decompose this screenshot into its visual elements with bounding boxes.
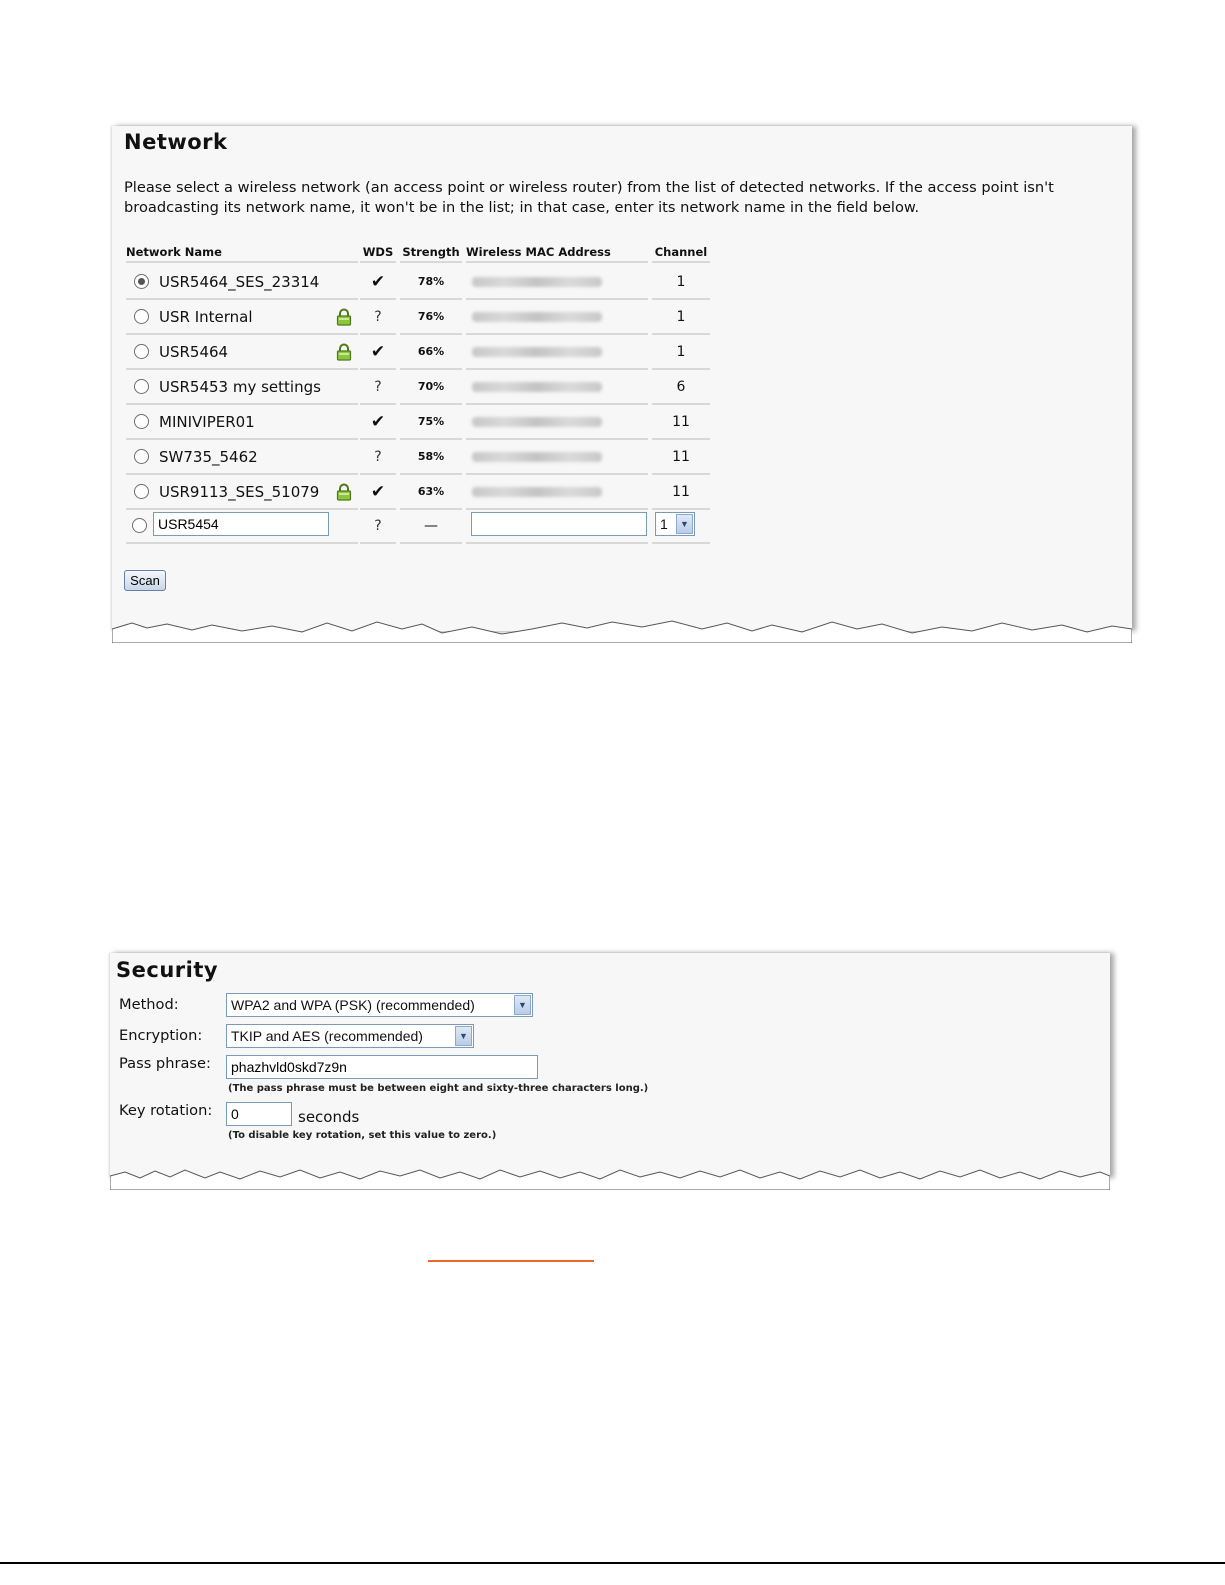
strength-value: 78% [417, 275, 445, 288]
mac-cell [466, 265, 648, 300]
manual-strength-cell [400, 509, 462, 544]
lock-icon [336, 343, 352, 361]
pass-phrase-hint: (The pass phrase must be between eight and sixty-three characters long.) [228, 1083, 649, 1094]
manual-network-name-input[interactable] [153, 512, 329, 536]
network-radio[interactable] [134, 344, 149, 359]
channel-value: 1 [676, 273, 686, 290]
network-name: USR9113_SES_51079 [159, 482, 320, 501]
security-cell [330, 405, 358, 440]
wds-cell [360, 440, 396, 475]
checkmark-icon: ✔ [370, 481, 386, 502]
network-row[interactable] [112, 370, 712, 405]
checkmark-icon: ✔ [370, 271, 386, 292]
network-radio[interactable] [134, 274, 149, 289]
channel-cell [652, 265, 710, 300]
security-panel [110, 953, 1110, 1178]
strength-value: 70% [417, 380, 445, 393]
manual-mac-input[interactable] [471, 512, 647, 536]
network-radio[interactable] [134, 309, 149, 324]
encryption-label: Encryption: [119, 1027, 203, 1044]
manual-wds-value: ? [374, 517, 382, 534]
strength-cell [400, 300, 462, 335]
wds-cell [360, 370, 396, 405]
security-cell [330, 335, 358, 370]
network-row[interactable] [112, 265, 712, 300]
network-radio[interactable] [134, 449, 149, 464]
network-panel [112, 126, 1132, 631]
channel-value: 11 [672, 483, 690, 500]
link-underline[interactable] [428, 1260, 594, 1262]
network-name-cell [126, 370, 344, 405]
mac-cell [466, 440, 648, 475]
col-header-wds: WDS [360, 243, 396, 263]
key-rotation-input[interactable] [226, 1102, 292, 1126]
pass-phrase-input[interactable] [226, 1055, 538, 1079]
pass-phrase-label: Pass phrase: [119, 1055, 211, 1072]
col-header-strength: Strength [400, 243, 462, 263]
mac-address-blurred [472, 277, 602, 287]
page-footer-rule [0, 1562, 1225, 1564]
encryption-select-value: TKIP and AES (recommended) [231, 1028, 423, 1044]
checkmark-icon: ✔ [370, 341, 386, 362]
network-name: USR Internal [159, 307, 253, 326]
channel-value: 1 [676, 343, 686, 360]
network-row[interactable] [112, 300, 712, 335]
network-name-cell [126, 405, 344, 440]
strength-cell [400, 405, 462, 440]
mac-cell [466, 405, 648, 440]
strength-value: 63% [417, 485, 445, 498]
wds-unknown: ? [374, 308, 382, 325]
strength-value: 75% [417, 415, 445, 428]
network-radio[interactable] [134, 414, 149, 429]
network-row[interactable] [112, 440, 712, 475]
network-row[interactable] [112, 405, 712, 440]
security-cell [330, 265, 358, 300]
mac-address-blurred [472, 487, 602, 497]
network-name: SW735_5462 [159, 447, 258, 466]
mac-cell [466, 370, 648, 405]
wds-unknown: ? [374, 448, 382, 465]
security-cell [330, 370, 358, 405]
wds-cell [360, 405, 396, 440]
network-name: USR5464 [159, 342, 229, 361]
checkmark-icon: ✔ [370, 411, 386, 432]
key-rotation-label: Key rotation: [119, 1102, 213, 1119]
chevron-down-icon[interactable]: ▼ [676, 514, 693, 534]
manual-wds-cell [360, 509, 396, 544]
channel-cell [652, 370, 710, 405]
network-title: Network [124, 130, 228, 154]
network-intro-text: Please select a wireless network (an access point or wireless router) from the list of detected networks. If the access point isn't broadcasting its network name, it won't be in the list; in that case, enter its network name in the field below. [124, 179, 1054, 216]
strength-value: 66% [417, 345, 445, 358]
mac-cell [466, 335, 648, 370]
network-radio[interactable] [134, 484, 149, 499]
method-label: Method: [119, 996, 179, 1013]
strength-cell [400, 335, 462, 370]
wds-unknown: ? [374, 378, 382, 395]
key-rotation-unit: seconds [298, 1108, 360, 1126]
network-row[interactable] [112, 475, 712, 510]
security-cell [330, 300, 358, 335]
network-name: USR5453 my settings [159, 377, 321, 396]
mac-cell [466, 300, 648, 335]
network-row[interactable] [112, 335, 712, 370]
manual-network-row [112, 509, 712, 544]
scan-button[interactable]: Scan [124, 570, 166, 591]
strength-value: 58% [417, 450, 445, 463]
mac-cell [466, 475, 648, 510]
mac-address-blurred [472, 452, 602, 462]
col-header-network-name: Network Name [126, 243, 358, 263]
channel-cell [652, 475, 710, 510]
wds-cell [360, 300, 396, 335]
mac-address-blurred [472, 417, 602, 427]
wds-cell [360, 475, 396, 510]
lock-icon [336, 308, 352, 326]
strength-cell [400, 475, 462, 510]
network-name: USR5464_SES_23314 [159, 272, 320, 291]
channel-value: 1 [676, 308, 686, 325]
strength-value: 76% [417, 310, 445, 323]
channel-cell [652, 300, 710, 335]
mac-address-blurred [472, 347, 602, 357]
channel-select[interactable] [655, 512, 695, 536]
method-select[interactable] [226, 993, 533, 1017]
channel-value: 11 [672, 448, 690, 465]
torn-edge-decoration [110, 1166, 1110, 1190]
chevron-down-icon[interactable]: ▼ [455, 1026, 472, 1046]
network-name-cell [126, 300, 344, 335]
mac-address-blurred [472, 312, 602, 322]
mac-address-blurred [472, 382, 602, 392]
channel-cell [652, 405, 710, 440]
security-cell [330, 475, 358, 510]
lock-icon [336, 483, 352, 501]
wds-cell [360, 265, 396, 300]
strength-cell [400, 370, 462, 405]
torn-edge-decoration [112, 619, 1132, 643]
channel-value: 11 [672, 413, 690, 430]
col-header-mac: Wireless MAC Address [466, 243, 648, 263]
network-radio[interactable] [134, 379, 149, 394]
strength-cell [400, 265, 462, 300]
strength-cell [400, 440, 462, 475]
network-name: MINIVIPER01 [159, 412, 255, 431]
wds-cell [360, 335, 396, 370]
security-cell [330, 440, 358, 475]
channel-select-value: 1 [660, 516, 668, 532]
manual-network-radio[interactable] [132, 518, 147, 533]
manual-strength-value: — [424, 517, 438, 534]
channel-value: 6 [676, 378, 686, 395]
col-header-channel: Channel [652, 243, 710, 263]
channel-cell [652, 440, 710, 475]
key-rotation-hint: (To disable key rotation, set this value to zero.) [228, 1130, 497, 1141]
channel-cell [652, 335, 710, 370]
encryption-select[interactable] [226, 1024, 474, 1048]
security-title: Security [116, 958, 219, 982]
network-name-cell [126, 440, 344, 475]
chevron-down-icon[interactable]: ▼ [514, 995, 531, 1015]
network-name-cell [126, 475, 344, 510]
method-select-value: WPA2 and WPA (PSK) (recommended) [231, 997, 475, 1013]
network-name-cell [126, 335, 344, 370]
network-name-cell [126, 265, 344, 300]
